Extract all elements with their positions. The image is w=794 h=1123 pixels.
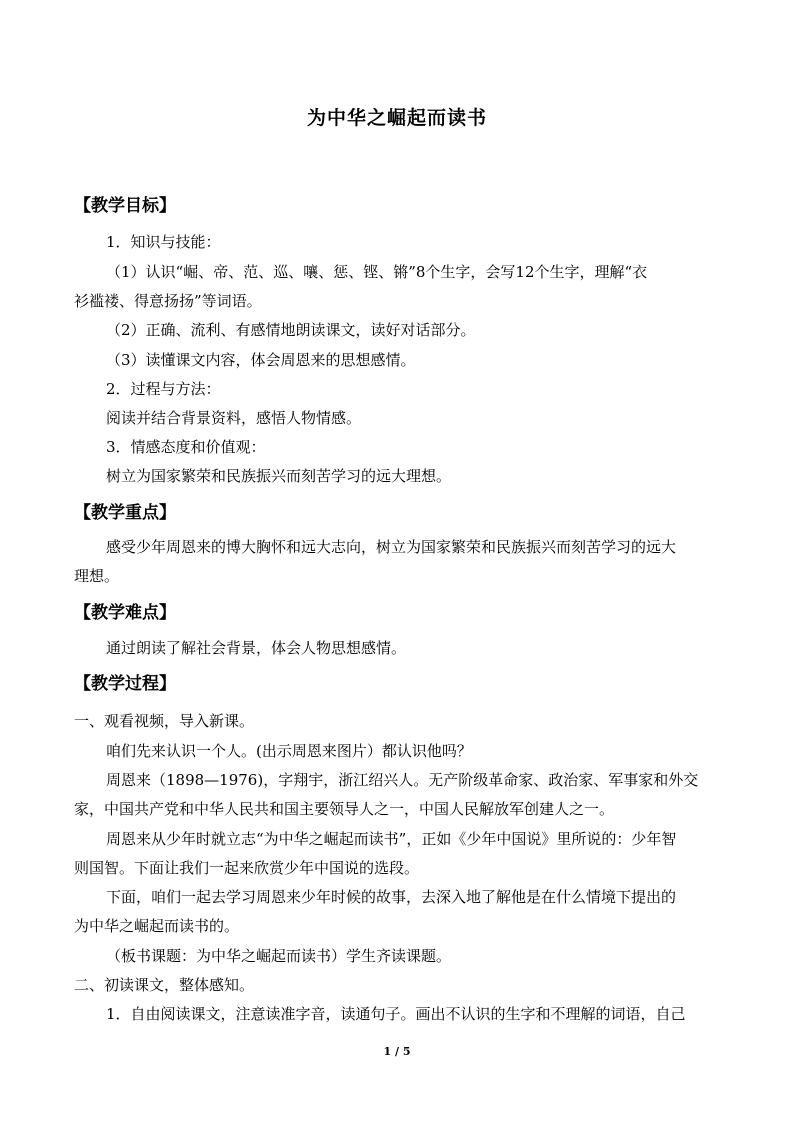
section-heading-difficulties: 【教学难点】 (74, 603, 176, 623)
paragraph-line: （板书课题：为中华之崛起而读书）学生齐读课题。 (106, 947, 452, 965)
paragraph-line: 二、初读课文，整体感知。 (74, 976, 255, 994)
paragraph-line: 周恩来（1898—1976)，字翔宇，浙江绍兴人。无产阶级革命家、政治家、军事家和外交 (106, 771, 699, 789)
section-heading-process: 【教学过程】 (74, 674, 176, 694)
paragraph-line: 家，中国共产党和中华人民共和国主要领导人之一，中国人民解放军创建人之一。 (74, 800, 615, 818)
page-number: 1 / 5 (383, 1045, 411, 1058)
paragraph-line: 1．知识与技能： (106, 233, 221, 251)
paragraph-line: 理想。 (74, 567, 120, 585)
paragraph-line: 阅读并结合背景资料，感悟人物情感。 (106, 409, 362, 427)
paragraph-line: 3．情感态度和价值观： (106, 438, 266, 456)
paragraph-line: 2．过程与方法： (106, 380, 221, 398)
paragraph-line: 周恩来从少年时就立志“为中华之崛起而读书”，正如《少年中国说》里所说的：少年智 (106, 830, 677, 848)
paragraph-line: 一、观看视频，导入新课。 (74, 712, 255, 730)
paragraph-line: 则国智。下面让我们一起来欣赏少年中国说的选段。 (74, 859, 420, 877)
paragraph-line: 树立为国家繁荣和民族振兴而刻苦学习的远大理想。 (106, 467, 452, 485)
paragraph-line: （3）读懂课文内容，体会周恩来的思想感情。 (106, 351, 416, 369)
paragraph-line: 通过朗读了解社会背景，体会人物思想感情。 (106, 639, 407, 657)
paragraph-line: 下面，咱们一起去学习周恩来少年时候的故事，去深入地了解他是在什么情境下提出的 (106, 888, 677, 906)
paragraph-line: 衫褴褛、得意扬扬”等词语。 (74, 292, 262, 310)
document-title: 为中华之崛起而读书 (306, 107, 487, 129)
paragraph-line: 为中华之崛起而读书的。 (74, 917, 240, 935)
paragraph-line: 咱们先来认识一个人。(出示周恩来图片）都认识他吗？ (106, 742, 472, 760)
paragraph-line: 感受少年周恩来的博大胸怀和远大志向，树立为国家繁荣和民族振兴而刻苦学习的远大 (106, 538, 677, 556)
section-heading-goals: 【教学目标】 (74, 196, 176, 216)
paragraph-line: （2）正确、流利、有感情地朗读课文，读好对话部分。 (106, 321, 476, 339)
section-heading-key-points: 【教学重点】 (74, 503, 176, 523)
paragraph-line: （1）认识“崛、帝、范、巡、嚷、惩、铿、锵”8个生字，会写12个生字，理解“衣 (106, 263, 648, 281)
paragraph-line: 1．自由阅读课文，注意读准字音，读通句子。画出不认识的生字和不理解的词语，自己 (106, 1005, 686, 1023)
